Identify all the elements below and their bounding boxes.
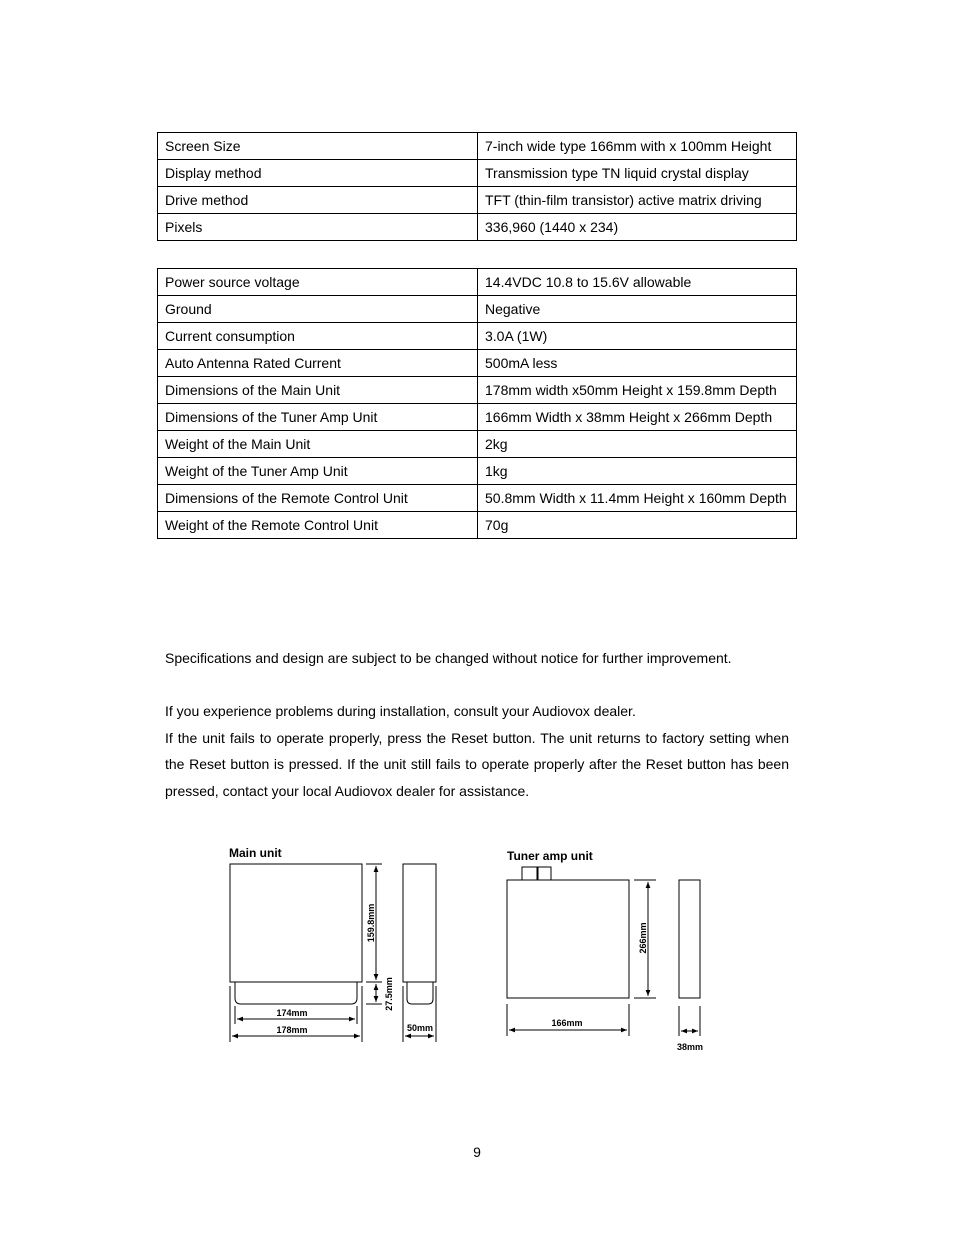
spec-label: Weight of the Tuner Amp Unit bbox=[158, 458, 478, 485]
spec-label: Screen Size bbox=[158, 133, 478, 160]
main-unit-title: Main unit bbox=[229, 846, 282, 860]
spec-label: Drive method bbox=[158, 187, 478, 214]
spec-value: 7-inch wide type 166mm with x 100mm Height bbox=[478, 133, 797, 160]
spec-value: 178mm width x50mm Height x 159.8mm Depth bbox=[478, 377, 797, 404]
spec-label: Current consumption bbox=[158, 323, 478, 350]
spec-label: Weight of the Main Unit bbox=[158, 431, 478, 458]
tuner-unit-side-label: 38mm bbox=[676, 1042, 704, 1052]
main-unit-height-label: 159.8mm bbox=[366, 903, 376, 943]
main-unit-bottom-label: 27.5mm bbox=[384, 977, 394, 1011]
tuner-unit-front bbox=[507, 849, 656, 1036]
spec-value: 1kg bbox=[478, 458, 797, 485]
spec-label: Auto Antenna Rated Current bbox=[158, 350, 478, 377]
tuner-unit-height-label: 266mm bbox=[638, 922, 648, 954]
spec-value: TFT (thin-film transistor) active matrix driving bbox=[478, 187, 797, 214]
main-unit-front bbox=[229, 846, 394, 1042]
main-unit-outer-width-label: 178mm bbox=[276, 1025, 308, 1035]
spec-label: Power source voltage bbox=[158, 269, 478, 296]
page-number: 9 bbox=[473, 1144, 481, 1160]
tuner-unit-title: Tuner amp unit bbox=[507, 849, 593, 863]
tuner-unit-width-label: 166mm bbox=[551, 1018, 583, 1028]
spec-label: Weight of the Remote Control Unit bbox=[158, 512, 478, 539]
spec-value: 3.0A (1W) bbox=[478, 323, 797, 350]
spec-label: Dimensions of the Main Unit bbox=[158, 377, 478, 404]
spec-label: Dimensions of the Tuner Amp Unit bbox=[158, 404, 478, 431]
spec-value: 2kg bbox=[478, 431, 797, 458]
spec-value: 166mm Width x 38mm Height x 266mm Depth bbox=[478, 404, 797, 431]
spec-value: 14.4VDC 10.8 to 15.6V allowable bbox=[478, 269, 797, 296]
spec-label: Ground bbox=[158, 296, 478, 323]
spec-value: 336,960 (1440 x 234) bbox=[478, 214, 797, 241]
spec-value: Transmission type TN liquid crystal display bbox=[478, 160, 797, 187]
spec-label: Pixels bbox=[158, 214, 478, 241]
main-unit-side bbox=[403, 864, 436, 1042]
spec-notice: Specifications and design are subject to be changed without notice for further improvement. bbox=[165, 650, 732, 666]
main-unit-side-label: 50mm bbox=[406, 1023, 434, 1033]
spec-label: Display method bbox=[158, 160, 478, 187]
reset-note: If the unit fails to operate properly, press the Reset button. The unit returns to factory setting when the Reset button is pressed. If the unit still fails to operate properly after the Reset button has been pressed, contact your local Audiovox dealer for assistance. bbox=[165, 729, 789, 799]
spec-value: 500mA less bbox=[478, 350, 797, 377]
main-unit-inner-width-label: 174mm bbox=[276, 1008, 308, 1018]
spec-label: Dimensions of the Remote Control Unit bbox=[158, 485, 478, 512]
spec-value: Negative bbox=[478, 296, 797, 323]
tuner-unit-side bbox=[677, 880, 703, 1052]
installation-note: If you experience problems during installation, consult your Audiovox dealer. bbox=[165, 703, 636, 719]
spec-value: 70g bbox=[478, 512, 797, 539]
spec-value: 50.8mm Width x 11.4mm Height x 160mm Depth bbox=[478, 485, 797, 512]
